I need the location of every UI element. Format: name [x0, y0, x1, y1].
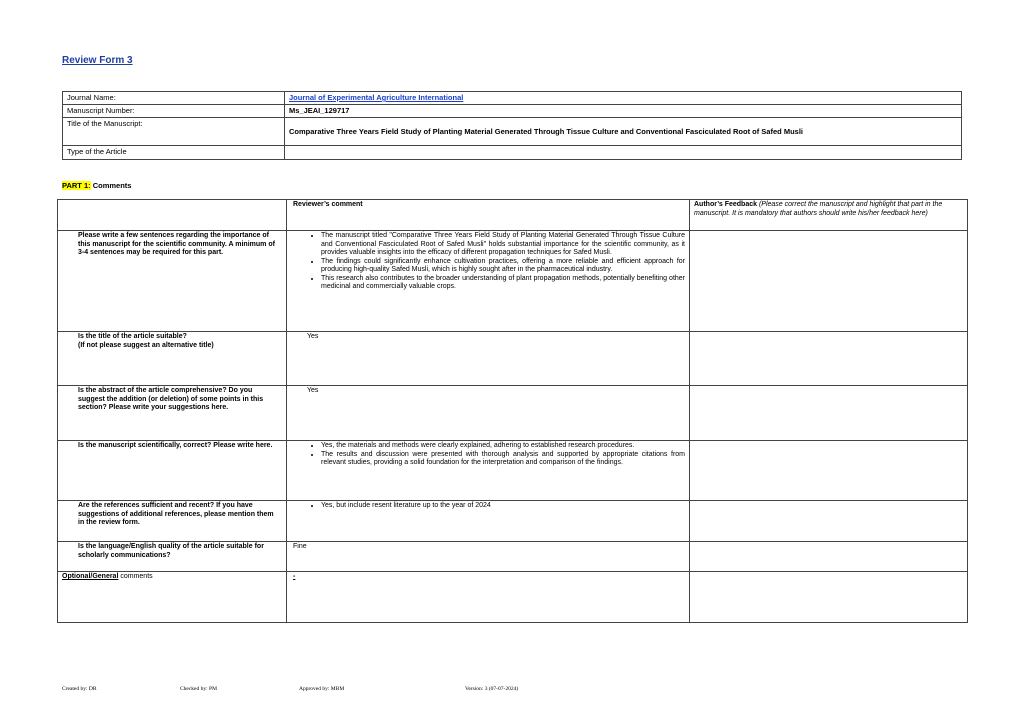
table-row: [58, 332, 968, 386]
article-type-value: [285, 146, 962, 160]
table-header-row: [58, 200, 968, 231]
reviewer-comment-abstract[interactable]: Yes: [287, 386, 690, 441]
footer-version: Version: 3 (07-07-2024): [465, 686, 519, 692]
journal-link[interactable]: Journal of Experimental Agriculture International: [289, 93, 464, 102]
part-1-heading: PART 1: Comments: [62, 181, 132, 190]
author-feedback-cell[interactable]: [690, 501, 968, 542]
journal-label: Journal Name:: [63, 92, 285, 105]
table-row: [58, 572, 968, 623]
table-row: [58, 441, 968, 501]
author-feedback-cell[interactable]: [690, 386, 968, 441]
reviewer-comment-optional[interactable]: -: [287, 572, 690, 623]
footer-checked: Checked by: PM: [180, 686, 217, 692]
table-row: [58, 231, 968, 332]
journal-value-cell: [285, 92, 962, 105]
table-row: [58, 501, 968, 542]
question-title: Is the title of the article suitable? (If not please suggest an alternative title): [58, 332, 287, 386]
author-feedback-cell[interactable]: [690, 332, 968, 386]
question-scientific: Is the manuscript scientifically, correct? Please write here.: [58, 441, 287, 501]
question-importance: Please write a few sentences regarding the importance of this manuscript for the scientific community. A minimum of 3-4 sentences may be required for this part.: [58, 231, 287, 332]
author-feedback-cell[interactable]: [690, 542, 968, 572]
comments-table: [57, 199, 968, 623]
author-feedback-cell[interactable]: [690, 231, 968, 332]
reviewer-comment-title[interactable]: Yes: [287, 332, 690, 386]
manuscript-title-value: Comparative Three Years Field Study of Planting Material Generated Through Tissue Culture and Conventional Fasciculated Root of Safed Musli: [285, 118, 962, 146]
empty-header-cell: [58, 200, 287, 231]
footer-approved: Approved by: MBM: [299, 686, 345, 692]
reviewer-comment-header: Reviewer’s comment: [287, 200, 690, 231]
reviewer-comment-scientific[interactable]: • Yes, the materials and methods were clearly explained, adhering to established research procedures. • The results and discussion were presented with thorough analysis and supported by appropriate citations from relevant studies, providing a solid foundation for the interpretation and comparison of the findings.: [287, 441, 690, 501]
manuscript-number-value: Ms_JEAI_129717: [285, 105, 962, 118]
question-language: Is the language/English quality of the article suitable for scholarly communications?: [58, 542, 287, 572]
manuscript-number-label: Manuscript Number:: [63, 105, 285, 118]
reviewer-comment-language[interactable]: Fine: [287, 542, 690, 572]
optional-comments-label: Optional/General comments: [58, 572, 287, 623]
question-references: Are the references sufficient and recent? If you have suggestions of additional references, please mention them in the review form.: [58, 501, 287, 542]
footer-created: Created by: DR: [62, 686, 97, 692]
author-feedback-cell[interactable]: [690, 572, 968, 623]
author-feedback-cell[interactable]: [690, 441, 968, 501]
reviewer-comment-importance[interactable]: • The manuscript titled "Comparative Three Years Field Study of Planting Material Generated Through Tissue Culture and Conventional Fasciculated Root of Safed Musli" holds substantial importance for the scientific community, as it provides valuable insights into the efficacy of different propagation techniques for Safed Musli. • The findings could significantly enhance cultivation practices, offering a more reliable and efficient approach for producing high-quality Safed Musli, which is highly sought after in the pharmaceutical industry. • This research also contributes to the broader understanding of plant propagation methods, potentially benefiting other medicinal and commercially valuable crops.: [287, 231, 690, 332]
reviewer-comment-references[interactable]: • Yes, but include resent literature up to the year of 2024: [287, 501, 690, 542]
table-row: [58, 386, 968, 441]
form-title: Review Form 3: [62, 55, 133, 66]
question-abstract: Is the abstract of the article comprehensive? Do you suggest the addition (or deletion) of some points in this section? Please write your suggestions here.: [58, 386, 287, 441]
manuscript-title-label: Title of the Manuscript:: [63, 118, 285, 146]
author-feedback-header: Author’s Feedback (Please correct the manuscript and highlight that part in the manuscript. It is mandatory that authors should write his/her feedback here): [690, 200, 968, 231]
manuscript-info-table: [62, 91, 962, 160]
table-row: [58, 542, 968, 572]
article-type-label: Type of the Article: [63, 146, 285, 160]
